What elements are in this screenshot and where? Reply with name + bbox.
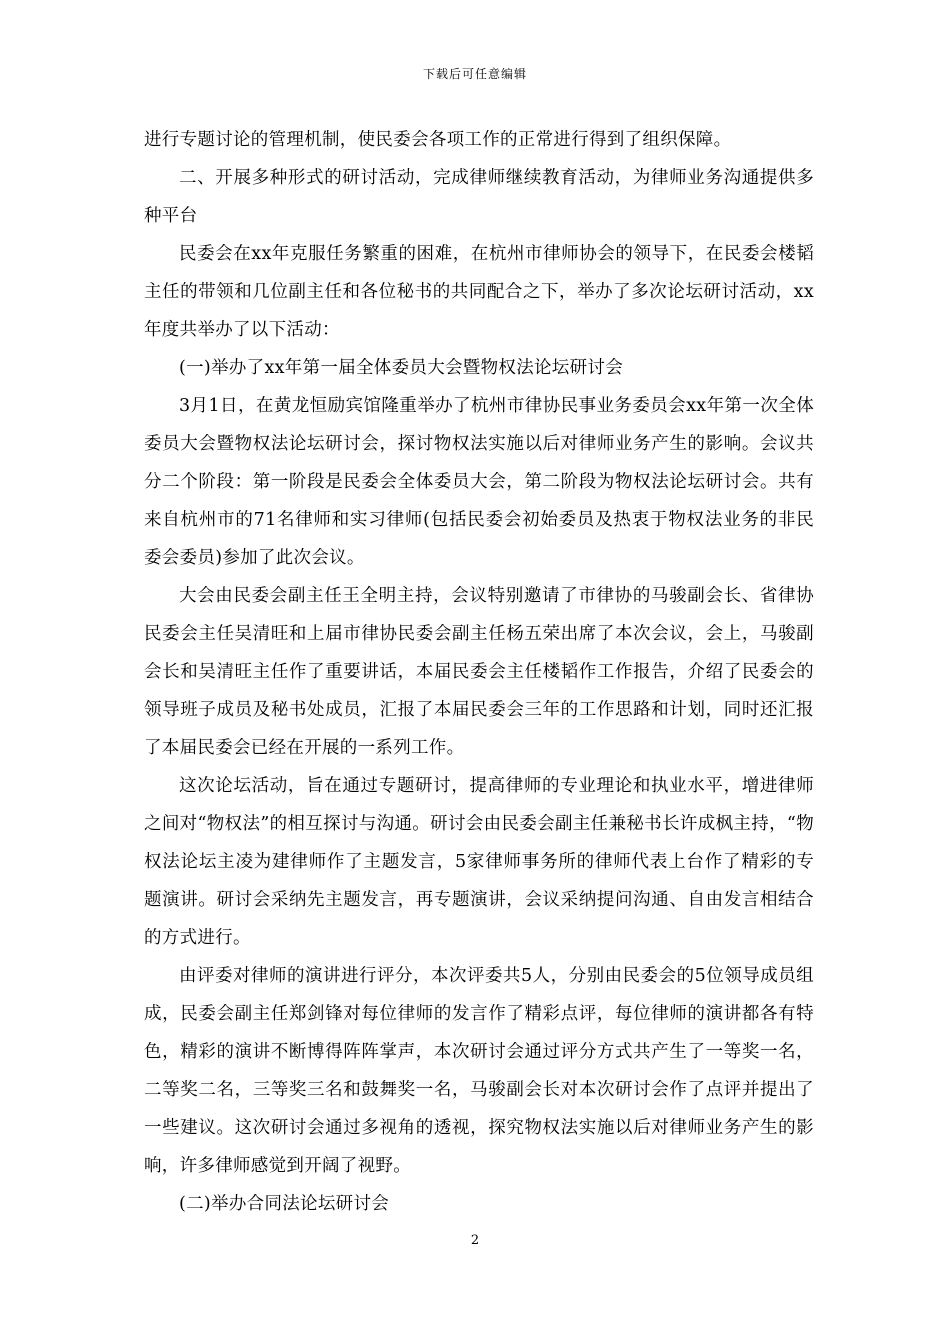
page-number: 2 [470, 1233, 480, 1248]
paragraph: 这次论坛活动，旨在通过专题研讨，提高律师的专业理论和执业水平，增进律师之间对“物权法”的相互探讨与沟通。研讨会由民委会副主任兼秘书长许成枫主持，“物权法论坛主凌为建律师作了主题发言，5家律师事务所的律师代表上台作了精彩的专题演讲。研讨会采纳先主题发言，再专题演讲，会议采纳提问沟通、自由发言相结合的方式进行。 [144, 776, 814, 948]
subsection-heading: (二)举办合同法论坛研讨会 [179, 1194, 390, 1214]
paragraph: 由评委对律师的演讲进行评分，本次评委共5人，分别由民委会的5位领导成员组成，民委会副主任郑剑锋对每位律师的发言作了精彩点评，每位律师的演讲都各有特色，精彩的演讲不断博得阵阵掌声，本次研讨会通过评分方式共产生了一等奖一名，二等奖二名，三等奖三名和鼓舞奖一名，马骏副会长对本次研讨会作了点评并提出了一些建议。这次研讨会通过多视角的透视，探究物权法实施以后对律师业务产生的影响，许多律师感觉到开阔了视野。 [144, 966, 814, 1176]
paragraph: 3月1日，在黄龙恒励宾馆隆重举办了杭州市律协民事业务委员会xx年第一次全体委员大会暨物权法论坛研讨会，探讨物权法实施以后对律师业务产生的影响。会议共分二个阶段：第一阶段是民委会全体委员大会，第二阶段为物权法论坛研讨会。共有来自杭州市的71名律师和实习律师(包括民委会初始委员及热衷于物权法业务的非民委会委员)参加了此次会议。 [144, 396, 814, 568]
page-header: 下载后可任意编辑 [422, 67, 527, 81]
subsection-heading: (一)举办了xx年第一届全体委员大会暨物权法论坛研讨会 [179, 358, 623, 378]
document-body [144, 121, 814, 1223]
paragraph: 进行专题讨论的管理机制，使民委会各项工作的正常进行得到了组织保障。 [144, 130, 732, 150]
paragraph: 民委会在xx年克服任务繁重的困难，在杭州市律师协会的领导下，在民委会楼韬主任的带领和几位副主任和各位秘书的共同配合之下，举办了多次论坛研讨活动，xx年度共举办了以下活动： [144, 244, 814, 340]
section-heading: 二、开展多种形式的研讨活动，完成律师继续教育活动，为律师业务沟通提供多种平台 [144, 168, 814, 226]
paragraph: 大会由民委会副主任王全明主持，会议特别邀请了市律协的马骏副会长、省律协民委会主任吴清旺和上届市律协民委会副主任杨五荣出席了本次会议，会上，马骏副会长和吴清旺主任作了重要讲话，本届民委会主任楼韬作工作报告，介绍了民委会的领导班子成员及秘书处成员，汇报了本届民委会三年的工作思路和计划，同时还汇报了本届民委会已经在开展的一系列工作。 [144, 586, 814, 758]
